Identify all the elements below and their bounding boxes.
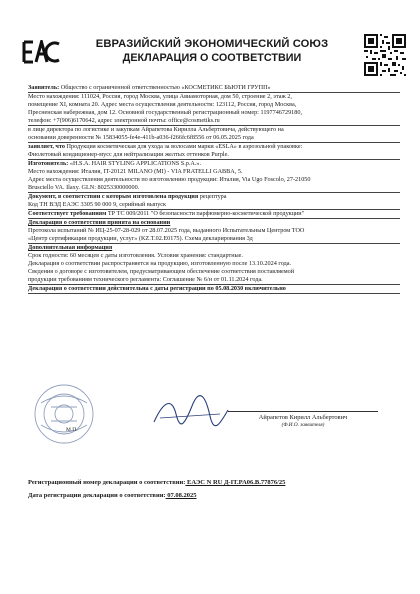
additional-info-label: Дополнительная информация <box>28 244 113 251</box>
handwritten-signature <box>150 394 230 430</box>
applicant-label: Заявитель: <box>28 84 60 91</box>
manufacturer-address-1: Адрес места осуществления деятельности по изготовлению продукции: Италия, Via Ugo Foscolo, 27-21050 <box>28 176 311 183</box>
additional-info-3: Сведения о договоре с изготовителем, предусматривающем обеспечение соответствия поставляемой <box>28 268 295 275</box>
eac-logo <box>22 40 62 64</box>
product-name: Продукция косметическая для ухода за волосами марки «ESLA» в аэрозольной упаковке: <box>64 143 303 150</box>
additional-info-1: Срок годности: 60 месяцев с даты изготовления. Условия хранения: стандартные. <box>28 252 243 259</box>
conformity-value: ТР ТС 009/2011 "О безопасности парфюмерно-косметической продукции" <box>106 210 305 217</box>
registration-date-label: Дата регистрации декларации о соответствии: <box>28 492 166 499</box>
manufacturer-label: Изготовитель: <box>28 160 69 167</box>
conformity-line <box>28 210 400 219</box>
manufacturer-name: «H.S.A. HAIR STYLING APPLICATIONS S.p.A.». <box>68 160 202 167</box>
additional-info-2: Декларация о соответствии распространяется на продукцию, изготовленную после 13.10.2024 года. <box>28 260 292 267</box>
registration-number-line <box>28 479 285 486</box>
union-title: ЕВРАЗИЙСКИЙ ЭКОНОМИЧЕСКИЙ СОЮЗ <box>95 38 329 50</box>
declaration-body <box>28 84 400 294</box>
basis-protocol: Протокола испытаний № ИЦ-25-07-28-029 от 28.07.2025 года, выданного Испытательным Центром ТОО <box>28 227 305 234</box>
signatory-caption: (Ф.И.О. заявителя) <box>281 422 325 428</box>
document-header <box>70 38 354 64</box>
representative-line-2: основании доверенности № 15834055-fe4e-411b-a036-f266fc6f8556 от 06.05.2025 года <box>28 134 400 143</box>
manufacturer-location: Место нахождения: Италия, IT-20121 MILANO (MI) - VIA FRATELLI GABBA, 5. <box>28 168 243 175</box>
applicant-address-1: Место нахождения: 111024, Россия, город Москва, улица Авиамоторная, дом 50, строение 2, этаж 2, <box>28 93 292 100</box>
applicant-ogrn: Пресненская набережная, дом 12. Основной государственный регистрационный номер: 1197746729180, <box>28 109 302 116</box>
qr-code-icon[interactable] <box>364 34 406 76</box>
registration-number-label: Регистрационный номер декларации о соответствии: <box>28 479 186 486</box>
representative-line-1: в лице директора по логистике и закупкам Айрапетова Кирилла Альбертовича, действующего на <box>28 126 284 133</box>
production-doc-line <box>28 193 400 201</box>
registration-date: 07.08.2025 <box>165 492 197 499</box>
declares-label: заявляет, что <box>28 143 65 150</box>
registration-date-line <box>28 492 196 499</box>
declaration-title: ДЕКЛАРАЦИЯ О СООТВЕТСТВИИ <box>122 52 302 64</box>
signatory-name: Айрапетов Кирилл Альбертович <box>258 414 348 421</box>
stamp-place-label: М.П. <box>66 427 78 433</box>
validity-line: Декларация о соответствии действительна с даты регистрации по 05.08.2030 включительно <box>28 285 400 294</box>
applicant-name: Общество с ограниченной ответственностью «КОСМЕТИКС БЬЮТИ ГРУПП» <box>59 84 271 91</box>
applicant-line <box>28 84 400 93</box>
conformity-label: Соответствует требованиям <box>28 210 107 217</box>
production-doc-value: рецептура <box>198 193 227 200</box>
additional-info-4: продукции требованиям технического регламента: Соглашение № 6/н от 01.11.2024 года. <box>28 276 400 285</box>
basis-label: Декларация о соответствии принята на основании <box>28 219 171 226</box>
registration-number: ЕАЭС N RU Д-IT.PA06.B.77876/25 <box>185 479 286 486</box>
production-doc-label: Документ, в соответствии с которым изготовлена продукция <box>28 193 199 200</box>
basis-center: «Центр сертификации продукции, услуг» (KZ.T.02.E0175). Схема декларирования 3д <box>28 235 400 244</box>
manufacturer-address-2: Brusciello VA. Ilaxy. GLN: 8025330000000. <box>28 184 400 193</box>
company-seal <box>33 383 95 445</box>
signature-line <box>228 411 378 412</box>
product-description: Фиолетовый кондиционер-мусс для нейтрализации желтых оттенков Purple. <box>28 151 400 160</box>
applicant-contacts: телефон: +7(906)6170642, адрес электронной почты: office@cosmetiks.ru <box>28 117 400 126</box>
declares-line <box>28 143 400 151</box>
applicant-address-2: помещение XI, комната 20. Адрес места осуществления деятельности: 123112, Россия, город Москва, <box>28 101 297 108</box>
tnved-code: Код ТН ВЭД ЕАЭС 3305 90 000 9, серийный выпуск <box>28 201 400 210</box>
manufacturer-line <box>28 160 400 168</box>
